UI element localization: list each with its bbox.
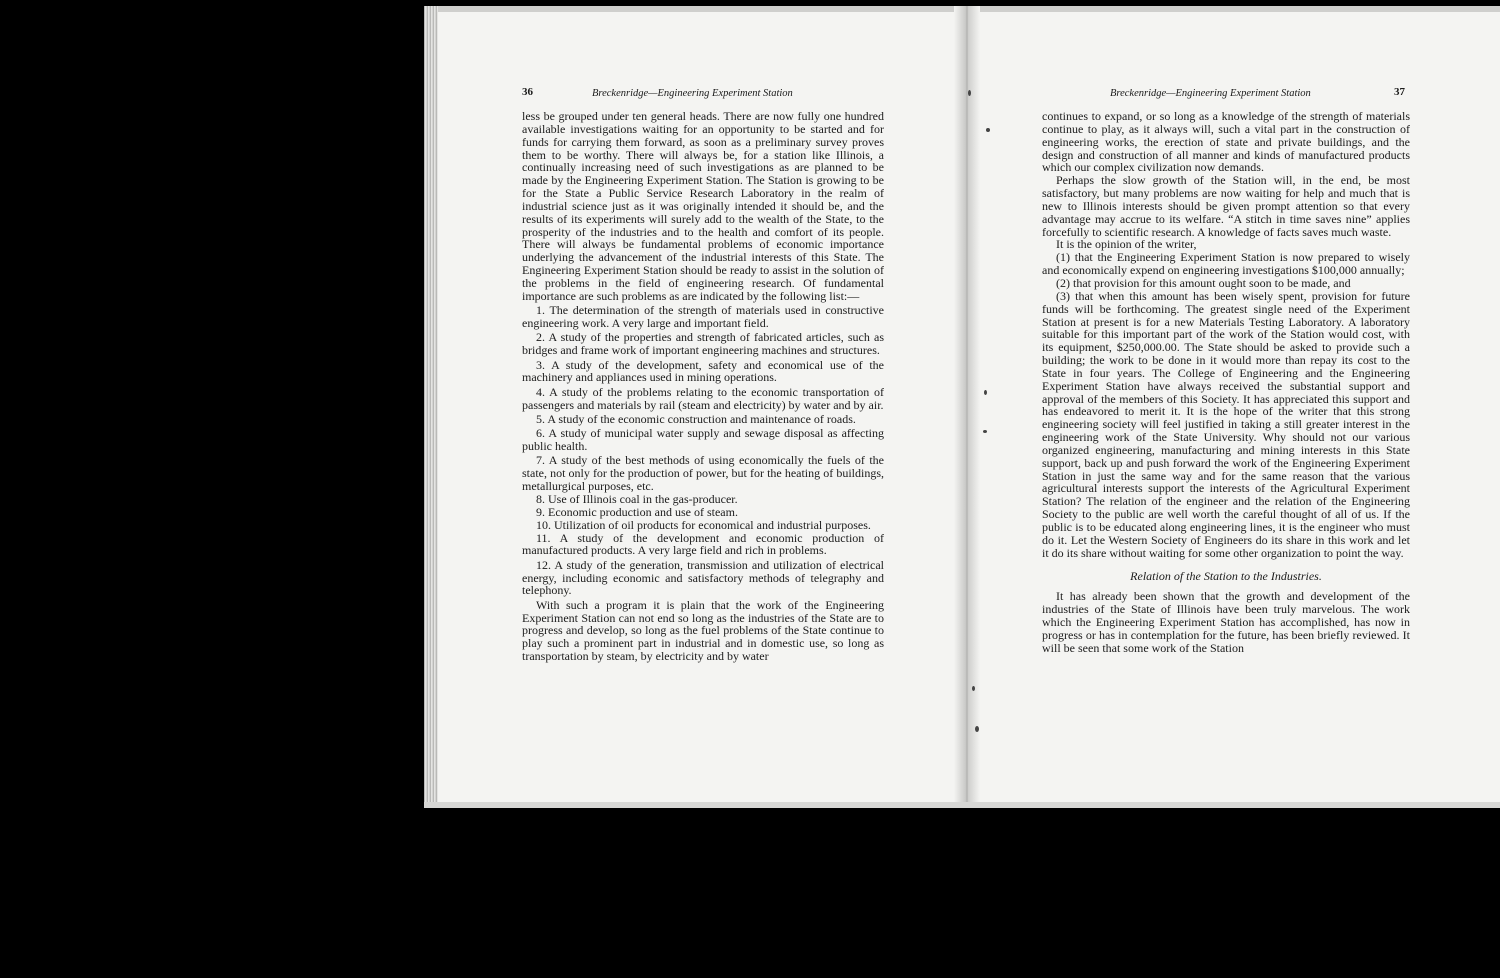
- list-item: 8. Use of Illinois coal in the gas-producer.: [536, 491, 738, 506]
- list-item: 1. The determination of the strength of materials used in constructive engineering work. A very large and important field.: [522, 303, 884, 330]
- section-heading: Relation of the Station to the Industries.: [1130, 568, 1322, 583]
- list-item: 3. A study of the development, safety and economical use of the machinery and appliances used in mining operations.: [522, 357, 884, 385]
- left-text-column: [522, 110, 884, 663]
- book-gutter: [954, 6, 980, 808]
- paragraph: Perhaps the slow growth of the Station will, in the end, be most satisfactory, but many problems are now waiting for help and much that is new to Illinois interests should be given prompt attention so that every advantage may accrue to its welfare. “A stitch in time saves nine” applies forcefully to scientific research. A knowledge of facts saves much waste.: [1042, 173, 1410, 239]
- paragraph: less be grouped under ten general heads. There are now fully one hundred available investigations waiting for an opportunity to be started and for funds for carrying them forward, as soon as a preliminary survey proves them to be worthy. There will always be, for a station like Illinois, a continually increasing need of such investigations as are planned to be made by the Engineering Experiment Station. The Station is growing to be for the State a Public Service Research Laboratory in the realm of industrial science just as it was originally intended it should be, and the results of its experiments will surely add to the wealth of the State, to the prosperity of the industries and to the health and comfort of its people. There will always be fundamental problems of economic importance underlying the advancement of the industrial interests of this State. The Engineering Experiment Station should be ready to assist in the solution of the problems in the field of engineering research. Of fundamental importance are such problems as are indicated by the following list:—: [522, 109, 884, 303]
- running-head: Breckenridge—Engineering Experiment Station: [1110, 88, 1311, 99]
- right-text-column: [1042, 110, 1410, 655]
- paragraph: It has already been shown that the growth and development of the industries of the State of Illinois have been truly marvelous. The work which the Engineering Experiment Station has accomplished, has now in progress or has in contemplation for the future, has been briefly reviewed. It will be seen that some work of the Station: [1042, 589, 1410, 655]
- list-item: 7. A study of the best methods of using economically the fuels of the state, not only for the production of power, but for the heating of buildings, metallurgical purposes, etc.: [522, 453, 884, 494]
- paragraph: With such a program it is plain that the work of the Engineering Experiment Station can not end so long as the industries of the State are to progress and develop, so long as the fuel problems of the State continue to play such a prominent part in industrial and in domestic use, so long as transportation by steam, by electricity and by water: [522, 597, 884, 664]
- paragraph: It is the opinion of the writer,: [1056, 237, 1197, 252]
- list-item: 12. A study of the generation, transmission and utilization of electrical energy, including economic and satisfactory methods of telegraphy and telephony.: [522, 557, 884, 598]
- list-item: 9. Economic production and use of steam.: [536, 504, 738, 519]
- list-item: 2. A study of the properties and strength of fabricated articles, such as bridges and frame work of important engineering machines and structures.: [522, 330, 884, 358]
- left-page: [438, 6, 954, 808]
- paragraph: (3) that when this amount has been wisely spent, provision for future funds will be forthcoming. The greatest single need of the Experiment Station at present is for a new Materials Testing Laboratory. A laboratory suitable for this important part of the work of the Station would cost, with its equipment, $250,000.00. The State should be asked to provide such a building; the work to be done in it would more than repay its cost to the State in four years. The College of Engineering and the Engineering Experiment Station have always received the substantial support and approval of the members of this Society. It has appreciated this support and has endeavored to merit it. It is the hope of the writer that this strong engineering society will feel justified in taking a still greater interest in the engineering work of the State University. Why should not our various organized engineering, manufacturing and mining interests in this State support, back up and push forward the work of the Engineering Experiment Station in just the same way and for the same reason that the various agricultural interests support the interests of the Agricultural Experiment Station? The relation of the engineer and the relation of the Engineering Society to the public are well worth the careful thought of all of us. If the public is to be educated along engineering lines, it is the engineer who must do it. Let the Western Society of Engineers do its share in this work and let it do its share without waiting for some other organization to point the way.: [1042, 288, 1410, 560]
- paragraph: (2) that provision for this amount ought soon to be made, and: [1056, 275, 1351, 290]
- running-head: Breckenridge—Engineering Experiment Station: [592, 88, 793, 99]
- list-item: 5. A study of the economic construction and maintenance of roads.: [536, 411, 856, 426]
- page-number: 37: [1394, 86, 1405, 98]
- list-item: 4. A study of the problems relating to the economic transportation of passengers and materials by rail (steam and electricity) by water and by air.: [522, 384, 884, 412]
- list-item: 10. Utilization of oil products for economical and industrial purposes.: [536, 517, 871, 532]
- list-item: 11. A study of the development and economic production of manufactured products. A very large field and rich in problems.: [522, 530, 884, 558]
- page-number: 36: [522, 86, 533, 98]
- paragraph: (1) that the Engineering Experiment Station is now prepared to wisely and economically expend on engineering investigations $100,000 annually;: [1042, 250, 1410, 278]
- list-item: 6. A study of municipal water supply and sewage disposal as affecting public health.: [522, 426, 884, 454]
- page-stack-edge: [424, 6, 438, 808]
- paragraph: continues to expand, or so long as a knowledge of the strength of materials continue to play, as it always will, such a vital part in the construction of engineering works, the erection of state and private buildings, and the design and construction of all manner and kinds of manufactured products which our complex civilization now demands.: [1042, 109, 1410, 175]
- right-page: [980, 6, 1500, 808]
- book-spread: [424, 6, 1500, 808]
